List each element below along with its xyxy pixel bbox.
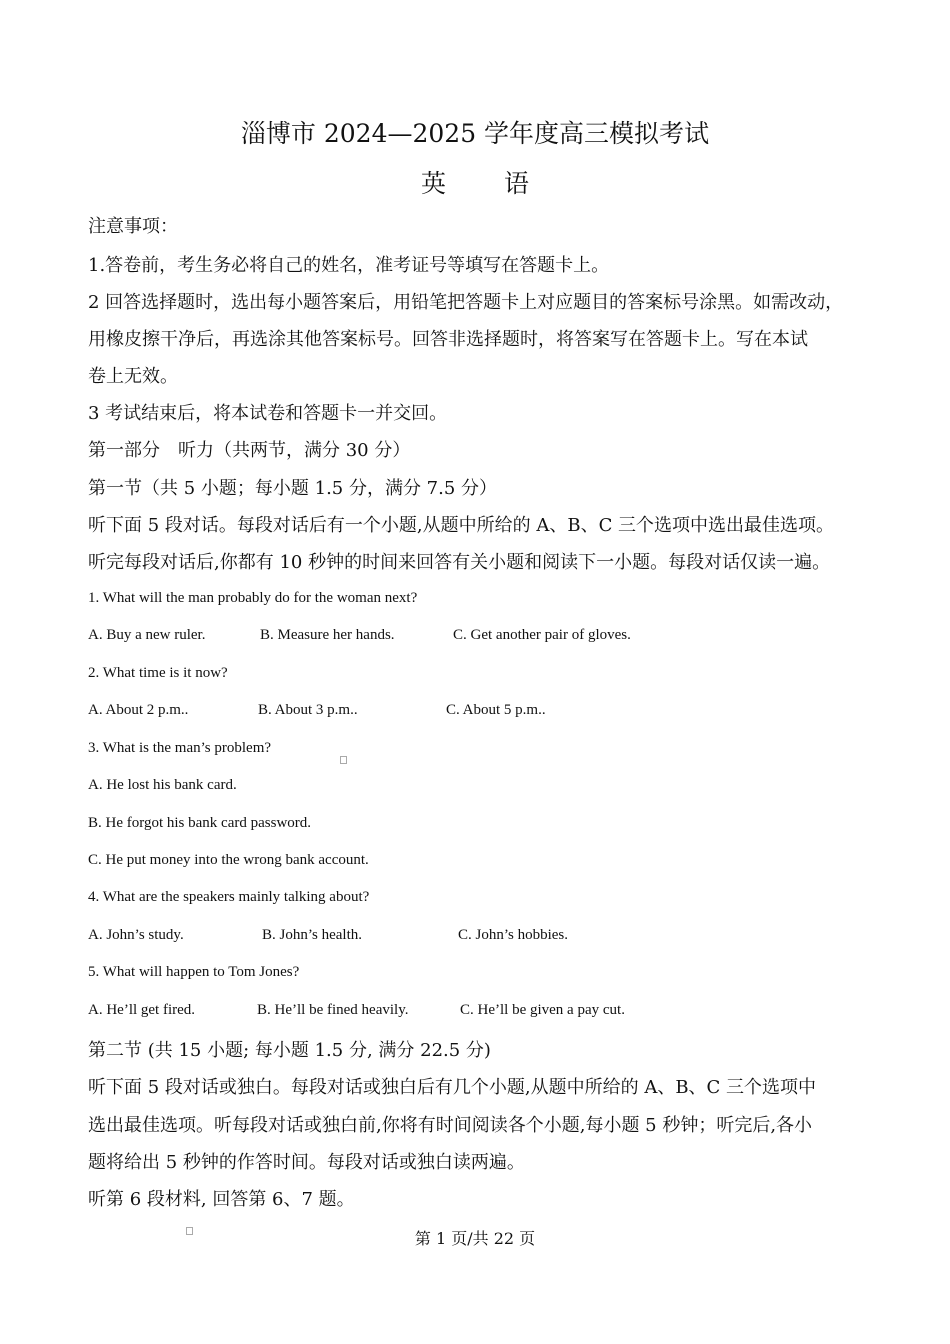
stray-mark	[340, 756, 347, 764]
question-1-stem: 1. What will the man probably do for the woman next?	[88, 590, 418, 606]
section2-instruction-line-2: 选出最佳选项。听每段对话或独白前,你将有时间阅读各个小题,每小题 5 秒钟；听完后,各小	[88, 1115, 813, 1136]
section1-instruction-line-2: 听完每段对话后,你都有 10 秒钟的时间来回答有关小题和阅读下一小题。每段对话仅读一遍。	[88, 552, 831, 573]
question-4-option-b[interactable]: B. John’s health.	[262, 927, 362, 943]
page-number: 第 1 页/共 22 页	[414, 1229, 536, 1248]
question-4-option-a[interactable]: A. John’s study.	[88, 927, 184, 943]
question-5-option-a[interactable]: A. He’ll get fired.	[88, 1002, 196, 1018]
notice-item-2-line-1: 2 回答选择题时，选出每小题答案后，用铅笔把答题卡上对应题目的答案标号涂黑。如需改动，	[88, 292, 844, 313]
section2-heading: 第二节 (共 15 小题; 每小题 1.5 分, 满分 22.5 分)	[88, 1040, 491, 1061]
question-2-option-a[interactable]: A. About 2 p.m..	[88, 702, 189, 718]
question-3-option-c[interactable]: C. He put money into the wrong bank account.	[88, 852, 369, 868]
question-2-stem: 2. What time is it now?	[88, 665, 228, 681]
question-3-stem: 3. What is the man’s problem?	[88, 740, 272, 756]
notice-item-1: 1.答卷前，考生务必将自己的姓名，准考证号等填写在答题卡上。	[88, 255, 610, 276]
exam-title: 淄博市 2024—2025 学年度高三模拟考试	[240, 119, 710, 148]
subject-title: 英语	[420, 169, 587, 198]
question-5-option-b[interactable]: B. He’ll be fined heavily.	[257, 1002, 409, 1018]
notice-item-2-line-3: 卷上无效。	[88, 366, 178, 387]
material-6-heading: 听第 6 段材料, 回答第 6、7 题。	[88, 1189, 355, 1210]
notice-item-2-line-2: 用橡皮擦干净后，再选涂其他答案标号。回答非选择题时，将答案写在答题卡上。写在本试	[88, 329, 808, 350]
part1-heading: 第一部分 听力（共两节，满分 30 分）	[88, 440, 411, 461]
question-4-option-c[interactable]: C. John’s hobbies.	[458, 927, 569, 943]
section2-instruction-line-1: 听下面 5 段对话或独白。每段对话或独白后有几个小题,从题中所给的 A、B、C 三个选项中	[88, 1077, 817, 1098]
question-1-option-a[interactable]: A. Buy a new ruler.	[88, 627, 206, 643]
section2-instruction-line-3: 题将给出 5 秒钟的作答时间。每段对话或独白读两遍。	[88, 1152, 525, 1173]
question-2-option-c[interactable]: C. About 5 p.m..	[446, 702, 546, 718]
question-3-option-b[interactable]: B. He forgot his bank card password.	[88, 815, 312, 831]
question-4-stem: 4. What are the speakers mainly talking about?	[88, 889, 370, 905]
question-1-option-c[interactable]: C. Get another pair of gloves.	[453, 627, 631, 643]
notice-item-3: 3 考试结束后，将本试卷和答题卡一并交回。	[88, 403, 448, 424]
question-3-option-a[interactable]: A. He lost his bank card.	[88, 777, 237, 793]
question-5-option-c[interactable]: C. He’ll be given a pay cut.	[460, 1002, 625, 1018]
question-5-stem: 5. What will happen to Tom Jones?	[88, 964, 300, 980]
question-1-option-b[interactable]: B. Measure her hands.	[260, 627, 395, 643]
question-2-option-b[interactable]: B. About 3 p.m..	[258, 702, 358, 718]
section1-instruction-line-1: 听下面 5 段对话。每段对话后有一个小题,从题中所给的 A、B、C 三个选项中选出最佳选项。	[88, 515, 835, 536]
notice-heading: 注意事项：	[88, 216, 178, 237]
section1-heading: 第一节（共 5 小题；每小题 1.5 分，满分 7.5 分）	[88, 478, 498, 499]
